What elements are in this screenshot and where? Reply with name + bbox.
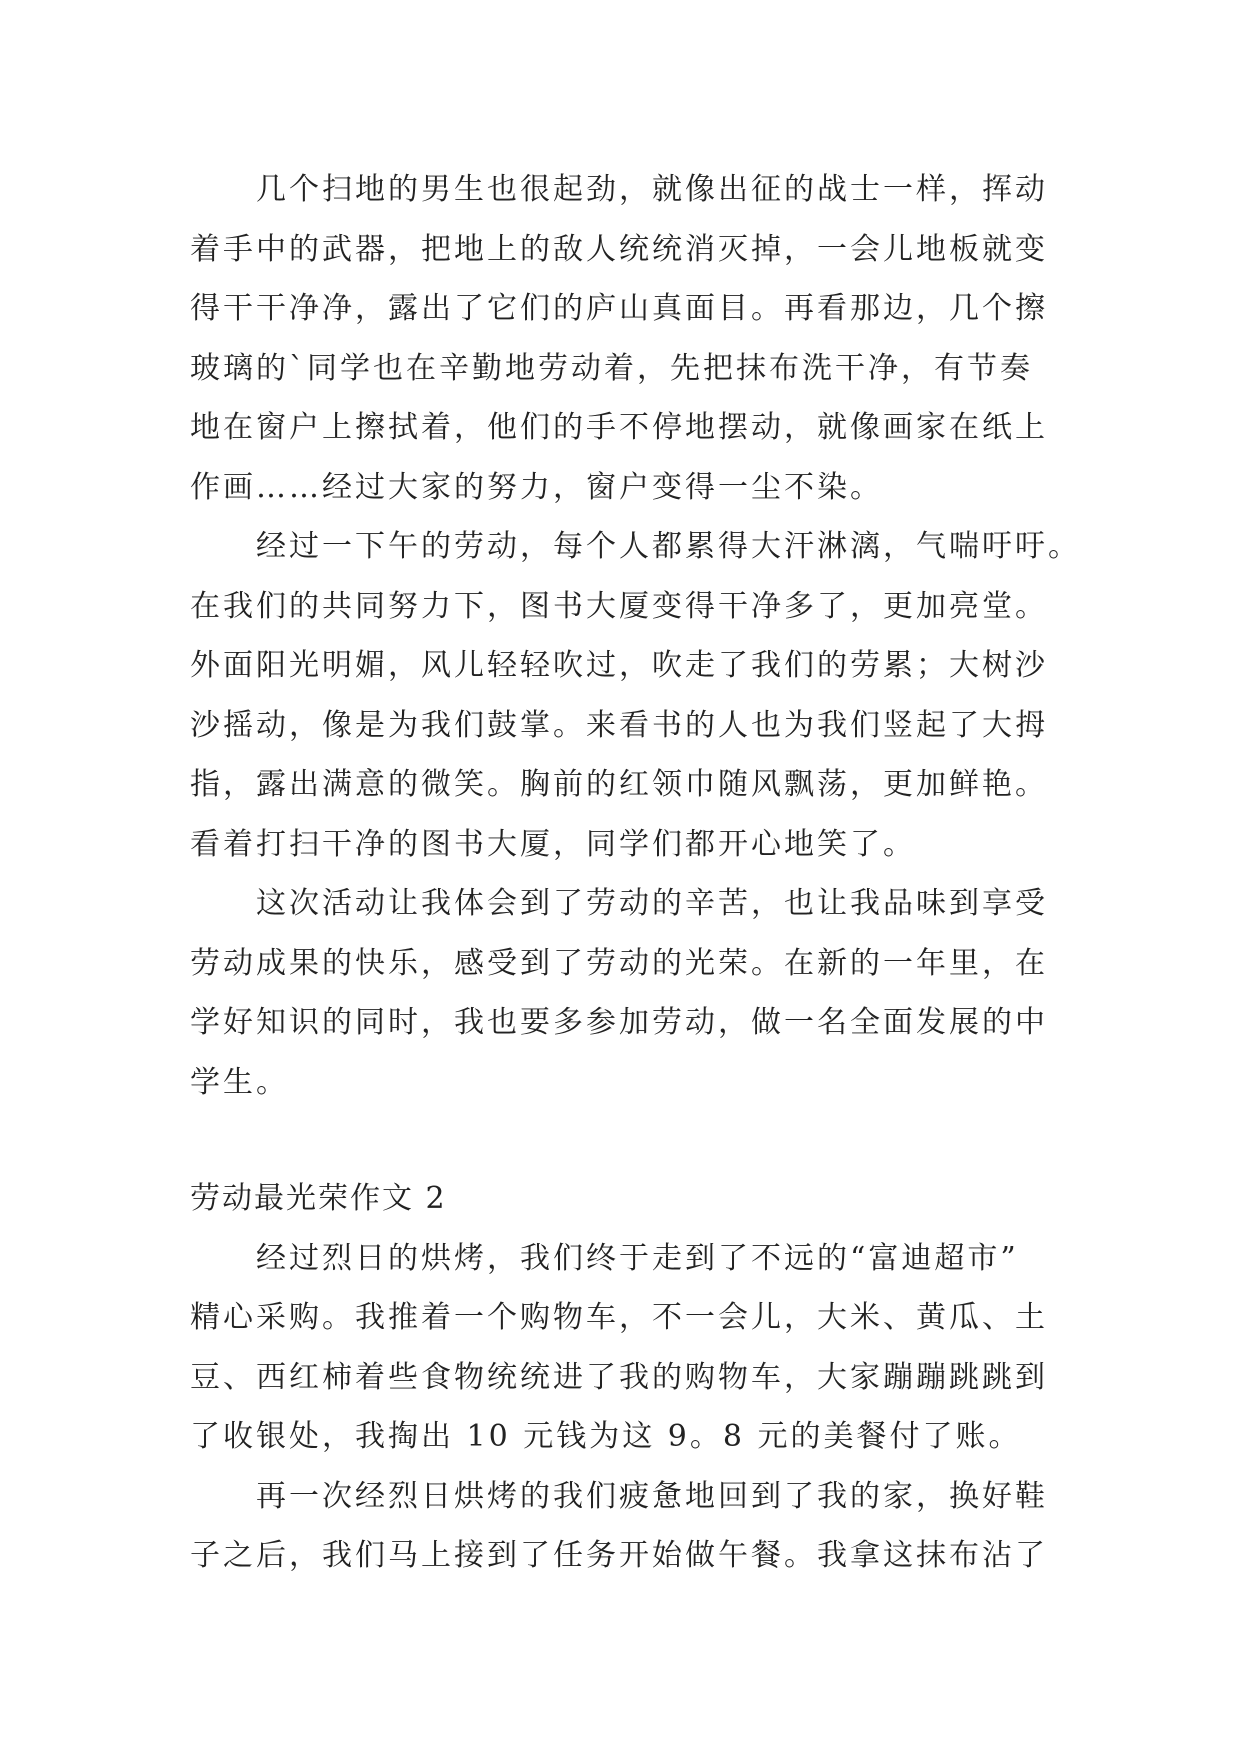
text-line: 经过烈日的烘烤，我们终于走到了不远的“富迪超市”	[256, 1240, 1019, 1276]
text-line: 再一次经烈日烘烤的我们疲惫地回到了我的家，换好鞋	[256, 1478, 1048, 1514]
text-line: 子之后，我们马上接到了任务开始做午餐。我拿这抹布沾了	[190, 1538, 1048, 1573]
text-line: 得干干净净，露出了它们的庐山真面目。再看那边，几个擦	[190, 291, 1048, 326]
text-line: 这次活动让我体会到了劳动的辛苦，也让我品味到享受	[256, 886, 1048, 921]
text-line: 精心采购。我推着一个购物车，不一会儿，大米、黄瓜、土	[190, 1300, 1048, 1335]
text-line: 在我们的共同努力下，图书大厦变得干净多了，更加亮堂。	[190, 588, 1048, 624]
text-line: 地在窗户上擦拭着，他们的手不停地摆动，就像画家在纸上	[190, 410, 1048, 445]
document-body	[190, 160, 1081, 1586]
paragraph	[190, 517, 1081, 874]
text-line: 外面阳光明媚，风儿轻轻吹过，吹走了我们的劳累；大树沙	[190, 648, 1048, 683]
text-line: 指，露出满意的微笑。胸前的红领巾随风飘荡，更加鲜艳。	[190, 767, 1048, 802]
text-line: 了收银处，我掏出 10 元钱为这 9。8 元的美餐付了账。	[190, 1419, 1022, 1454]
paragraph	[190, 160, 1055, 517]
paragraph	[190, 874, 1055, 1112]
text-line: 着手中的武器，把地上的敌人统统消灭掉，一会儿地板就变	[190, 231, 1048, 267]
text-line: 学好知识的同时，我也要多参加劳动，做一名全面发展的中	[190, 1005, 1048, 1040]
text-line: 劳动成果的快乐，感受到了劳动的光荣。在新的一年里，在	[190, 945, 1048, 981]
paragraph	[190, 1467, 1055, 1586]
text-line: 经过一下午的劳动，每个人都累得大汗淋漓，气喘吁吁。	[256, 529, 1081, 564]
text-line: 学生。	[190, 1064, 289, 1100]
text-line: 沙摇动，像是为我们鼓掌。来看书的人也为我们竖起了大拇	[190, 707, 1048, 743]
section-title: 劳动最光荣作文 2	[190, 1181, 447, 1216]
text-line: 豆、西红柿着些食物统统进了我的购物车，大家蹦蹦跳跳到	[190, 1359, 1048, 1395]
paragraph	[190, 1229, 1055, 1467]
text-line: 看着打扫干净的图书大厦，同学们都开心地笑了。	[190, 826, 916, 862]
text-line: 玻璃的`同学也在辛勤地劳动着，先把抹布洗干净，有节奏	[190, 350, 1033, 386]
section-gap	[190, 1112, 1055, 1169]
text-line: 几个扫地的男生也很起劲，就像出征的战士一样，挥动	[256, 172, 1048, 207]
text-line: 作画……经过大家的努力，窗户变得一尘不染。	[190, 469, 883, 505]
